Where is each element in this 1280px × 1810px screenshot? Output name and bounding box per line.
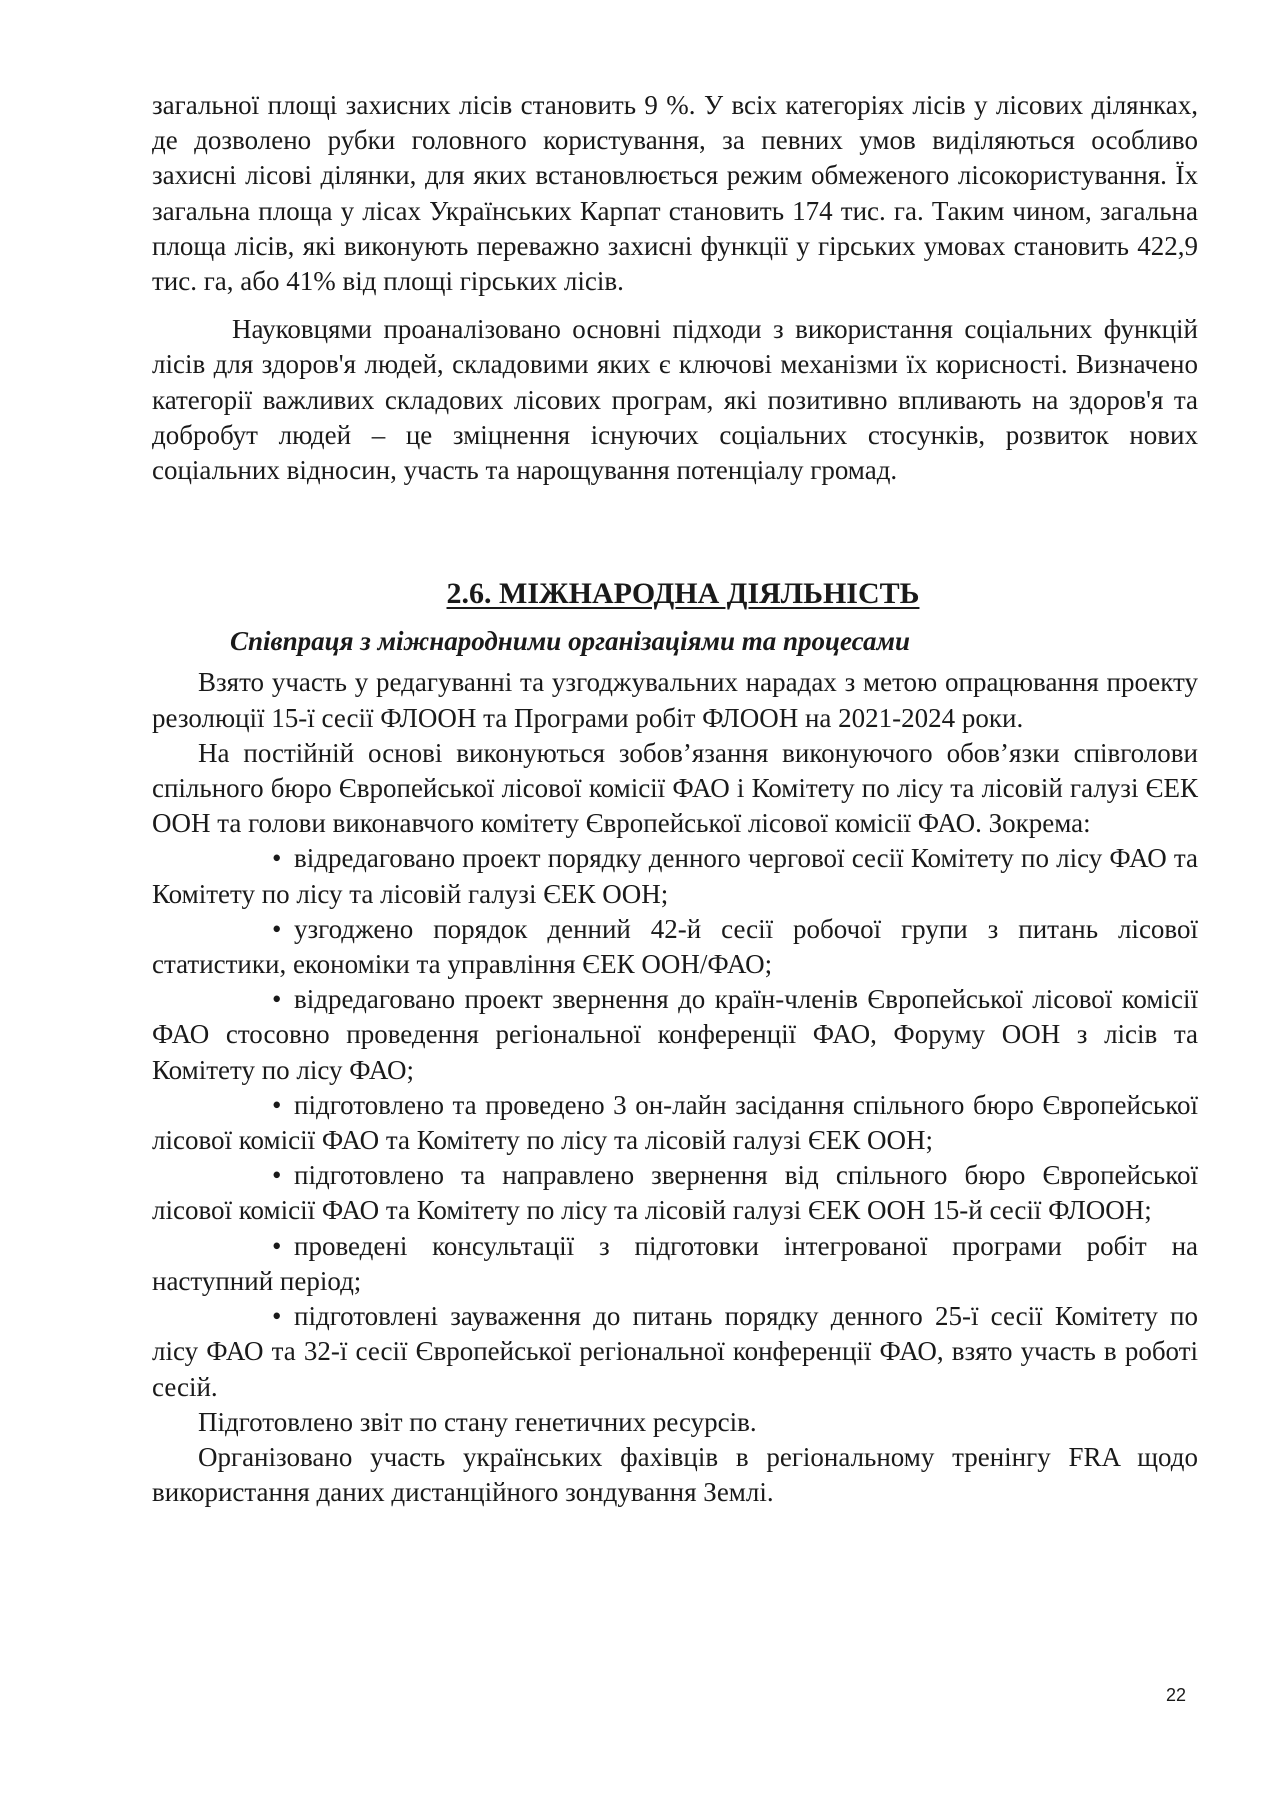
bullet-list-item (152, 841, 1198, 911)
bullet-text: підготовлено та проведено 3 он-лайн засідання спільного бюро Європейської лісової комісії ФАО та Комітету по лісу та лісовій галузі ЄЕК ООН; (152, 1089, 1198, 1156)
body-paragraph: На постійній основі виконуються зобов’язання виконуючого обов’язки співголови спільного бюро Європейської лісової комісії ФАО і Комітету по лісу та лісовій галузі ЄЕК ООН та голови виконавчого комітету Європейської лісової комісії ФАО. Зокрема: (152, 737, 1198, 839)
bullet-list-item (152, 1088, 1198, 1158)
bullet-text: узгоджено порядок денний 42-й сесії робочої групи з питань лісової статистики, економіки та управління ЄЕК ООН/ФАО; (152, 913, 1198, 980)
body-paragraph: Взято участь у редагуванні та узгоджувальних нарадах з метою опрацювання проекту резолюції 15-ї сесії ФЛООН та Програми робіт ФЛООН на 2021-2024 роки. (152, 667, 1198, 733)
body-paragraph: Організовано участь українських фахівців в регіональному тренінгу FRA щодо використання даних дистанційного зондування Землі. (152, 1441, 1198, 1508)
bullet-list-item (152, 1158, 1198, 1228)
bullet-list-item (152, 912, 1198, 982)
body-paragraph: Науковцями проаналізовано основні підходи з використання соціальних функцій лісів для здоров'я людей, складовими яких є ключові механізми їх корисності. Визначено категорії важливих складових лісових програм, які позитивно впливають на здоров'я та добробут людей – це зміцнення існуючих соціальних стосунків, розвиток нових соціальних відносин, участь та нарощування потенціалу громад. (152, 314, 1198, 486)
document-page (152, 88, 1198, 1510)
bullet-icon: • (272, 913, 282, 944)
bullet-icon: • (272, 1160, 282, 1191)
bullet-text: підготовлені зауваження до питань порядку денного 25-ї сесії Комітету по лісу ФАО та 32-ї сесії Європейської регіональної конференції ФАО, взято участь в роботі сесій. (152, 1301, 1198, 1402)
bullet-text: підготовлено та направлено звернення від спільного бюро Європейської лісової комісії ФАО та Комітету по лісу та лісовій галузі ЄЕК ООН 15-й сесії ФЛООН; (152, 1160, 1198, 1226)
bullet-icon: • (272, 984, 282, 1015)
section-heading: 2.6. МІЖНАРОДНА ДІЯЛЬНІСТЬ (446, 577, 920, 611)
bullet-text: відредаговано проект порядку денного чергової сесії Комітету по лісу ФАО та Комітету по лісу та лісовій галузі ЄЕК ООН; (152, 843, 1198, 909)
body-paragraph: Підготовлено звіт по стану генетичних ресурсів. (198, 1406, 757, 1437)
bullet-icon: • (272, 1301, 282, 1332)
bullet-icon: • (272, 1089, 282, 1120)
bullet-text: відредаговано проект звернення до країн-членів Європейської лісової комісії ФАО стосовно проведення регіональної конференції ФАО, Форуму ООН з лісів та Комітету по лісу ФАО; (152, 984, 1198, 1085)
bullet-list-item (152, 1299, 1198, 1405)
subsection-heading: Співпраця з міжнародними організаціями та процесами (230, 626, 910, 657)
bullet-icon: • (272, 1230, 282, 1261)
bullet-icon: • (272, 843, 282, 874)
body-paragraph: загальної площі захисних лісів становить 9 %. У всіх категоріях лісів у лісових ділянках, де дозволено рубки головного користування, за певних умов виділяються особливо захисні лісові ділянки, для яких встановлюється режим обмеженого лісокористування. Їх загальна площа у лісах Українських Карпат становить 174 тис. га. Таким чином, загальна площа лісів, які виконують переважно захисні функції у гірських умовах становить 422,9 тис. га, або 41% від площі гірських лісів. (152, 90, 1198, 297)
bullet-list-item (152, 982, 1198, 1088)
page-number: 22 (1166, 1685, 1187, 1705)
bullet-text: проведені консультації з підготовки інтегрованої програми робіт на наступний період; (152, 1230, 1198, 1296)
bullet-list-item (152, 1229, 1198, 1299)
